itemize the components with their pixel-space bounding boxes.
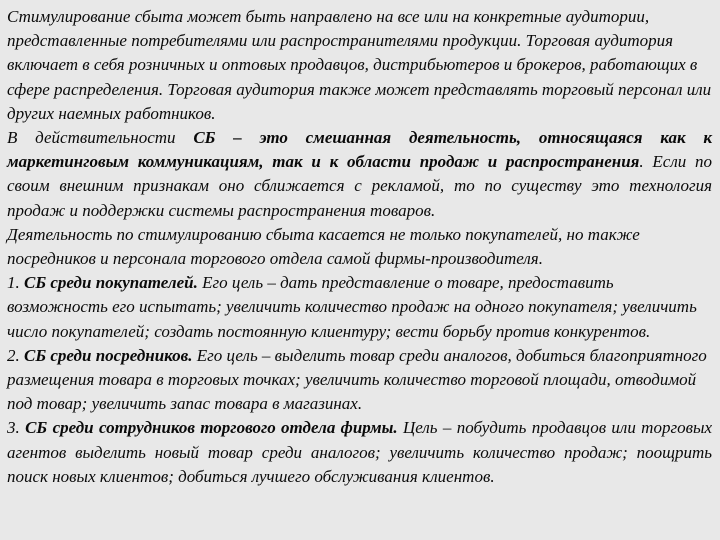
- list-item-number: 2.: [7, 345, 24, 365]
- paragraph-intro: [7, 5, 712, 126]
- list-item-heading: СБ среди сотрудников торгового отдела фирмы.: [25, 418, 398, 438]
- list-item-sales-staff: [7, 416, 712, 489]
- list-item-buyers: [7, 271, 712, 344]
- definition-rest: . Если по своим внешним признакам оно сближается с рекламой, то по существу это технология продаж и поддержки системы распространения товаров.: [7, 152, 713, 220]
- list-item-number: 3.: [7, 418, 26, 438]
- paragraph-intro-text: Стимулирование сбыта может быть направлено на все или на конкретные аудитории, представленные потребителями или распространителями продукции. Торговая аудитория включает в себя розничных и оптовых продавцов, дистрибьютеров и брокеров, работающих в сфере распределения. Торговая аудитория также может представлять торговый персонал или других наемных работников.: [7, 7, 712, 123]
- paragraph-scope: [7, 223, 712, 271]
- list-item-heading: СБ среди покупателей.: [24, 273, 198, 293]
- paragraph-definition: [7, 126, 712, 223]
- list-item-heading: СБ среди посредников.: [24, 345, 193, 365]
- definition-bold: СБ – это смешанная деятельность, относящаяся как к маркетинговым коммуникациям, так и к области продаж и распространения: [7, 128, 712, 172]
- list-item-text: Его цель – дать представление о товаре, предоставить возможность его испытать; увеличить количество продаж на одного покупателя; увеличить число покупателей; создать постоянную клиентуру; вести борьбу против конкурентов.: [7, 273, 697, 341]
- list-item-text: Цель – побудить продавцов или торговых агентов выделить новый товар среди аналогов; увеличить количество продаж; поощрить поиск новых клиентов; добиться лучшего обслуживания клиентов.: [7, 418, 713, 486]
- list-item-intermediaries: [7, 344, 712, 417]
- definition-lead: В действительности: [7, 128, 194, 148]
- list-item-text: Его цель – выделить товар среди аналогов, добиться благоприятного размещения товара в торговых точках; увеличить количество торговой площади, отводимой под товар; увеличить запас товара в магазинах.: [7, 345, 707, 414]
- list-item-number: 1.: [7, 273, 24, 293]
- paragraph-scope-text: Деятельность по стимулированию сбыта касается не только покупателей, но также посредников и персонала торгового отдела самой фирмы-производителя.: [7, 224, 640, 269]
